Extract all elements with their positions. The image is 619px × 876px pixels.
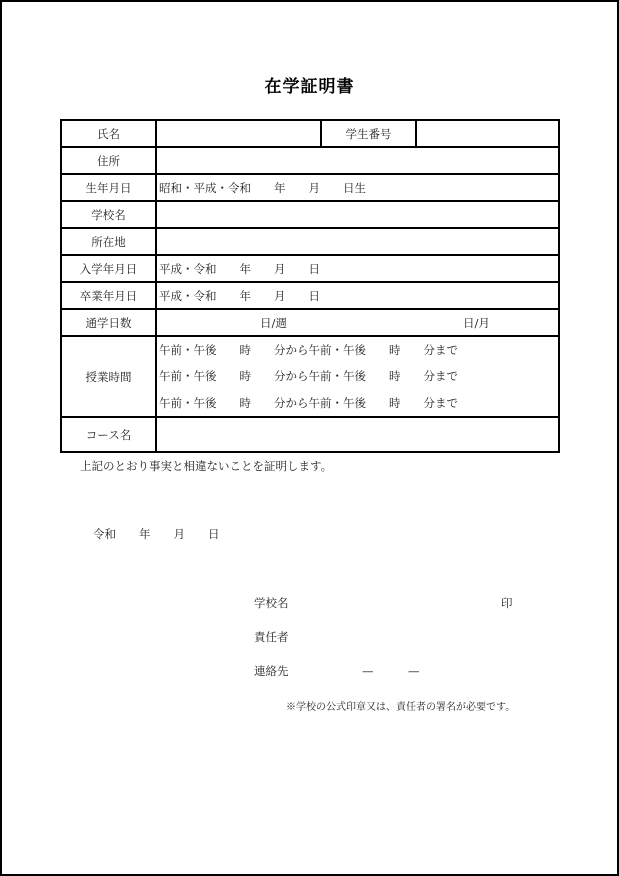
row-days bbox=[62, 310, 558, 337]
row-course bbox=[62, 418, 558, 451]
location-field[interactable] bbox=[157, 229, 558, 254]
signature-contact-label: 連絡先 bbox=[254, 664, 289, 678]
course-field[interactable] bbox=[157, 418, 558, 451]
hours-line: 午前・午後 時 分から午前・午後 時 分まで bbox=[159, 343, 458, 358]
course-label: コース名 bbox=[62, 418, 157, 451]
row-address bbox=[62, 148, 558, 175]
location-label: 所在地 bbox=[62, 229, 157, 254]
row-name bbox=[62, 121, 558, 148]
student-no-input-cell[interactable] bbox=[417, 121, 558, 146]
grad-value: 平成・令和 年 月 日 bbox=[159, 288, 320, 303]
school-field[interactable] bbox=[157, 202, 558, 227]
row-birth bbox=[62, 175, 558, 202]
entry-value: 平成・令和 年 月 日 bbox=[159, 261, 320, 276]
statement-text: 上記のとおり事実と相違ないことを証明します。 bbox=[80, 459, 333, 473]
row-school bbox=[62, 202, 558, 229]
name-input-cell[interactable] bbox=[157, 121, 322, 146]
footnote: ※学校の公式印章又は、責任者の署名が必要です。 bbox=[286, 702, 516, 713]
contact-dashes: — — bbox=[362, 664, 420, 678]
days-per-month: 日/月 bbox=[463, 315, 490, 330]
days-label: 通学日数 bbox=[62, 310, 157, 335]
row-entry-date bbox=[62, 256, 558, 283]
name-label: 氏名 bbox=[62, 121, 157, 146]
document-title: 在学証明書 bbox=[264, 77, 355, 97]
days-per-week: 日/週 bbox=[260, 315, 287, 330]
hours-field[interactable] bbox=[157, 337, 558, 416]
hours-label: 授業時間 bbox=[62, 337, 157, 416]
row-location bbox=[62, 229, 558, 256]
entry-field[interactable] bbox=[157, 256, 558, 281]
grad-label: 卒業年月日 bbox=[62, 283, 157, 308]
hours-line: 午前・午後 時 分から午前・午後 時 分まで bbox=[159, 369, 458, 384]
name-field[interactable] bbox=[157, 121, 558, 146]
birth-label: 生年月日 bbox=[62, 175, 157, 200]
address-label: 住所 bbox=[62, 148, 157, 173]
seal-mark: 印 bbox=[501, 596, 513, 610]
address-field[interactable] bbox=[157, 148, 558, 173]
school-label: 学校名 bbox=[62, 202, 157, 227]
signature-school-label: 学校名 bbox=[254, 596, 289, 610]
certificate-form bbox=[60, 119, 560, 453]
issue-date: 令和 年 月 日 bbox=[93, 527, 220, 541]
days-field[interactable] bbox=[157, 310, 558, 335]
hours-line: 午前・午後 時 分から午前・午後 時 分まで bbox=[159, 395, 458, 410]
student-no-label: 学生番号 bbox=[322, 121, 417, 146]
row-hours bbox=[62, 337, 558, 418]
grad-field[interactable] bbox=[157, 283, 558, 308]
row-grad-date bbox=[62, 283, 558, 310]
signature-person-label: 責任者 bbox=[254, 630, 289, 644]
birth-value: 昭和・平成・令和 年 月 日生 bbox=[159, 180, 366, 195]
entry-label: 入学年月日 bbox=[62, 256, 157, 281]
birth-field[interactable] bbox=[157, 175, 558, 200]
